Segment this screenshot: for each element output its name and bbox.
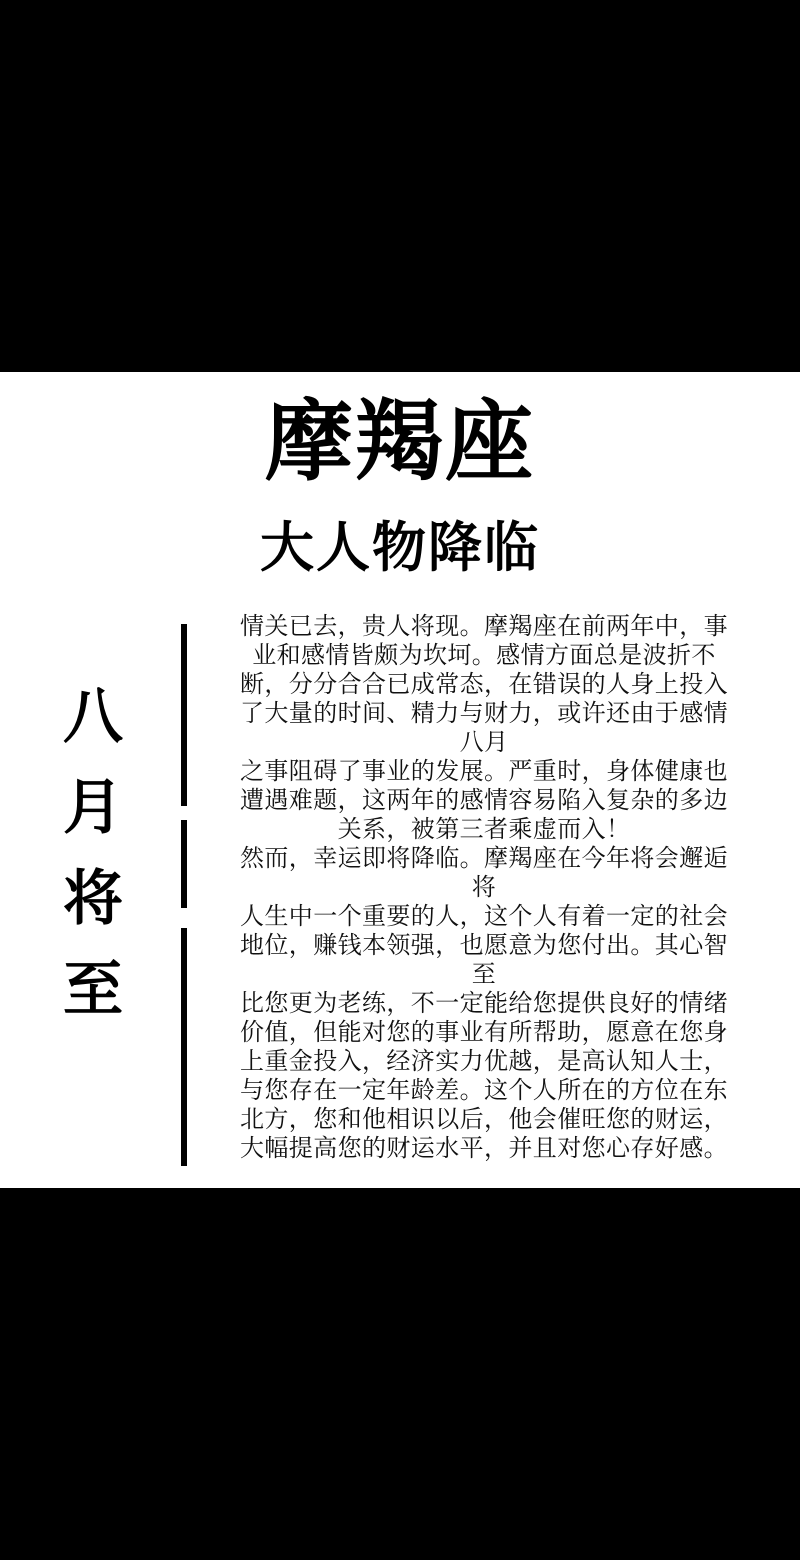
body-line: 然而，幸运即将降临。摩羯座在今年将会邂逅 <box>240 844 728 872</box>
side-char: 八 <box>63 682 123 752</box>
page-subtitle: 大人物降临 <box>260 516 540 579</box>
body-line: 地位，赚钱本领强，也愿意为您付出。其心智 <box>240 931 728 959</box>
body-line: 业和感情皆颇为坎坷。感情方面总是波折不 <box>252 641 716 669</box>
body-line: 遭遇难题，这两年的感情容易陷入复杂的多边 <box>240 786 728 814</box>
content-card <box>0 372 800 1188</box>
body-line: 之事阻碍了事业的发展。严重时，身体健康也 <box>240 757 728 785</box>
side-char: 月 <box>63 773 123 843</box>
body-line: 上重金投入，经济实力优越，是高认知人士， <box>240 1047 728 1075</box>
body-line: 与您存在一定年龄差。这个人所在的方位在东 <box>240 1076 728 1104</box>
bottom-black-band <box>0 1188 800 1560</box>
body-line: 人生中一个重要的人，这个人有着一定的社会 <box>240 902 728 930</box>
body-line: 了大量的时间、精力与财力，或许还由于感情 <box>240 699 728 727</box>
body-line: 八月 <box>459 728 509 756</box>
side-char: 将 <box>63 864 123 934</box>
divider-line <box>181 820 187 908</box>
divider-line <box>181 928 187 1166</box>
body-line: 比您更为老练，不一定能给您提供良好的情绪 <box>240 989 728 1017</box>
side-char: 至 <box>63 955 123 1025</box>
top-black-band <box>0 0 800 372</box>
body-line: 情关已去，贵人将现。摩羯座在前两年中，事 <box>240 612 728 640</box>
body-line: 断，分分合合已成常态，在错误的人身上投入 <box>240 670 728 698</box>
body-line: 价值，但能对您的事业有所帮助，愿意在您身 <box>240 1018 728 1046</box>
body-line: 将 <box>471 873 497 901</box>
body-line: 大幅提高您的财运水平，并且对您心存好感。 <box>240 1134 728 1162</box>
body-line: 至 <box>471 960 497 988</box>
body-line: 关系，被第三者乘虚而入！ <box>337 815 631 843</box>
body-paragraph <box>212 612 756 1163</box>
body-line: 北方，您和他相识以后，他会催旺您的财运， <box>240 1105 728 1133</box>
page-title: 摩羯座 <box>264 390 535 493</box>
divider-line <box>181 624 187 806</box>
side-vertical-heading <box>60 672 126 1036</box>
